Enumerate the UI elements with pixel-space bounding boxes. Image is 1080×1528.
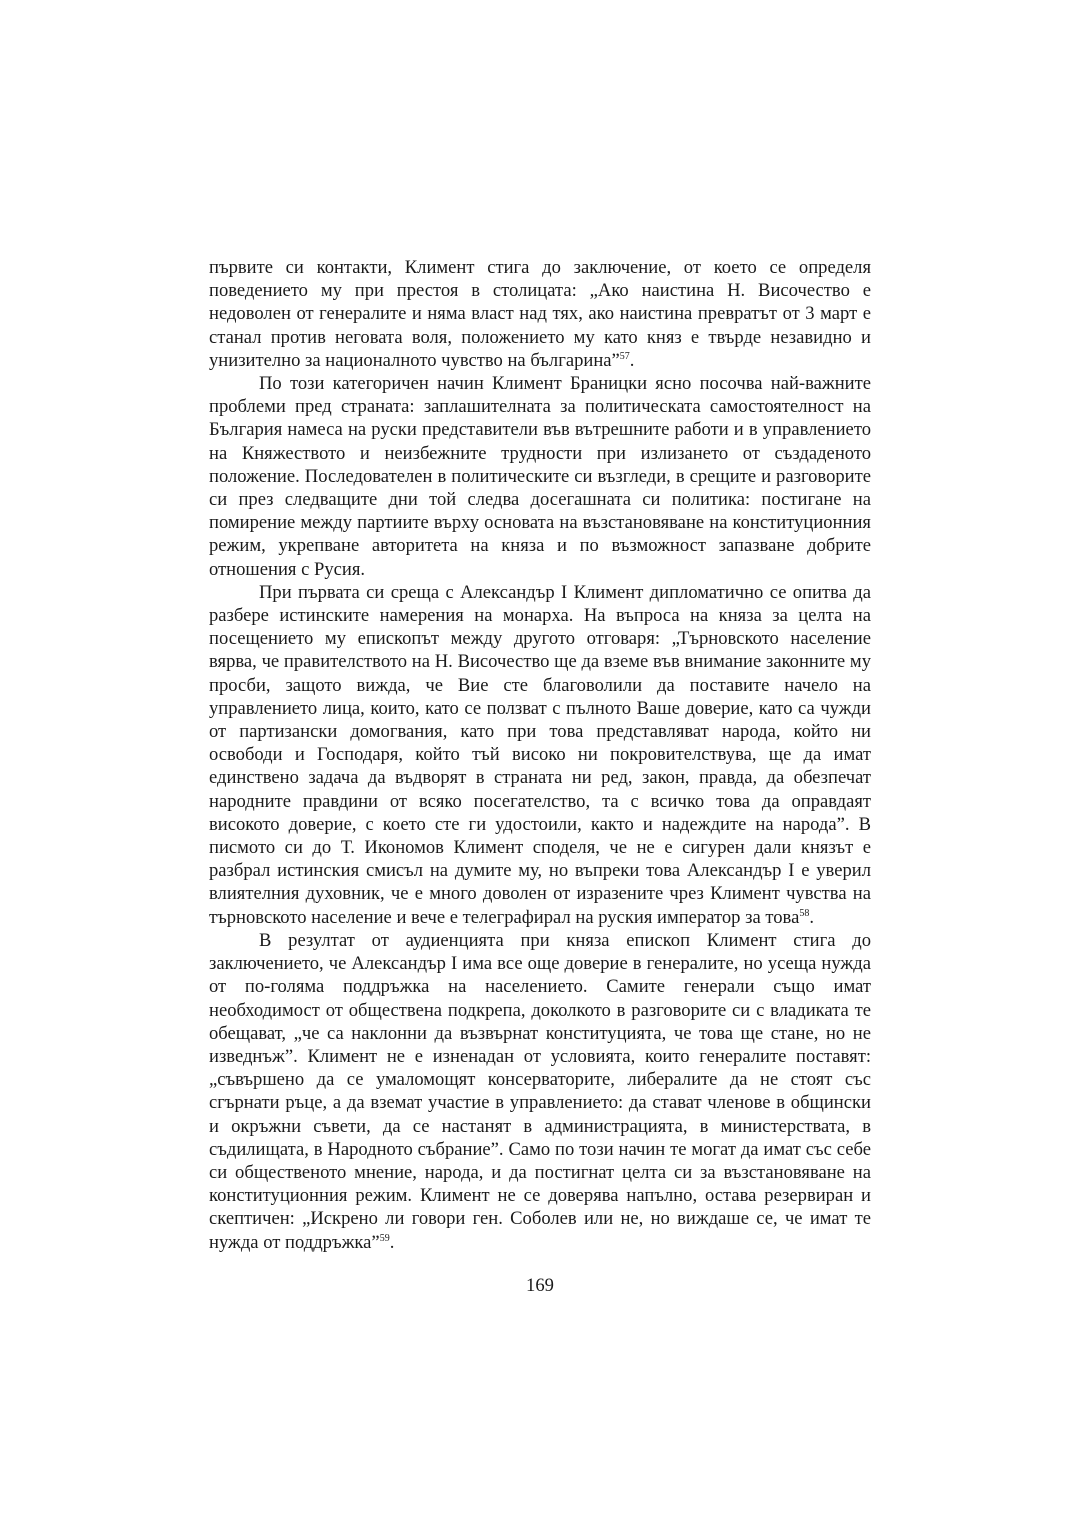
body-text (209, 256, 871, 1254)
paragraph-2 (209, 372, 871, 581)
paragraph-2-text: По този категоричен начин Климент Браницки ясно посочва най-важните проблеми пред страната: заплашителната за политическата самостоятелност на България намеса на руски представители във вътрешните работи и в управлението на Княжеството и неизбежните трудности при излизането от създаденото положение. Последователен в политическите си възгледи, в срещите и разговорите си през следващите дни той следва досегашната си политика: постигане на помирение между партиите върху основата на възстановяване на конституционния режим, укрепване авторитета на княза и по възможност запазване добрите отношения с Русия. (209, 373, 871, 580)
paragraph-4-end: . (389, 1231, 395, 1253)
paragraph-1-text: първите си контакти, Климент стига до заключение, от което се определя поведението му при престоя в столицата: „Ако наистина Н. Височество е недоволен от генералите и няма власт над тях, ако наистина превратът от 3 март е станал против неговата воля, положението му като княз е твърде незавидно и унизително за националното чувство на българина” (209, 257, 871, 371)
footnote-ref-59: 59 (379, 1232, 390, 1244)
paragraph-3 (209, 581, 871, 929)
footnote-ref-57: 57 (619, 350, 630, 362)
paragraph-4-text: В резултат от аудиенцията при княза епископ Климент стига до заключението, че Александър I има все още доверие в генералите, но усеща нужда от по-голяма поддръжка на населението. Самите генерали също имат необходимост от обществена подкрепа, доколкото в разговорите си с владиката те обещават, „че са наклонни да възвърнат конституцията, че това ще стане, но не изведнъж”. Климент не е изненадан от условията, които генералите поставят: „съвършено да се умаломощят консерваторите, либералите да не стоят със сгърнати ръце, а да вземат участие в управлението: да стават членове в общински и окръжни съвети, да се настанят в администрацията, в министерствата, в съдилищата, в Народното събрание”. Само по този начин те могат да имат със себе си общественото мнение, народа, и да постигнат целта си за възстановяване на конституционния режим. Климент не се доверява напълно, остава резервиран и скептичен: „Искрено ли говори ген. Соболев или не, но виждаше се, че имат те нужда от поддръжка” (209, 929, 871, 1253)
paragraph-3-end: . (809, 906, 814, 928)
paragraph-3-text: При първата си среща с Александър I Климент дипломатично се опитва да разбере истинските намерения на монарха. На въпроса на княза за целта на посещението му епископът между другото отговаря: „Търновското население вярва, че правителството на Н. Височество ще да вземе във внимание законните му просби, защото вижда, че Вие сте благоволили да поставите начело на управлението лица, които, като се ползват с пълното Ваше доверие, като са чужди от партизански домогвания, като при това представляват народа, който ни освободи и Господаря, който тъй високо ни покровителствува, ще да имат единствено задача да въдворят в страната ни ред, закон, правда, да обезпечат народните правдини от всяко посегателство, та с всичко това да оправдаят високото доверие, с което сте ги удостоили, както и надеждите на народа”. В писмото си до Т. Икономов Климент споделя, че не е сигурен дали князът е разбрал истинския смисъл на думите му, но въпреки това Александър I е уверил влиятелния духовник, че е много доволен от изразените чрез Климент чувства на търновското население и вече е телеграфирал на руския император за това (209, 581, 871, 928)
footnote-ref-58: 58 (799, 907, 810, 919)
paragraph-1 (209, 256, 871, 372)
paragraph-4 (209, 929, 871, 1254)
paragraph-1-end: . (629, 349, 635, 371)
page-number: 169 (526, 1275, 554, 1296)
